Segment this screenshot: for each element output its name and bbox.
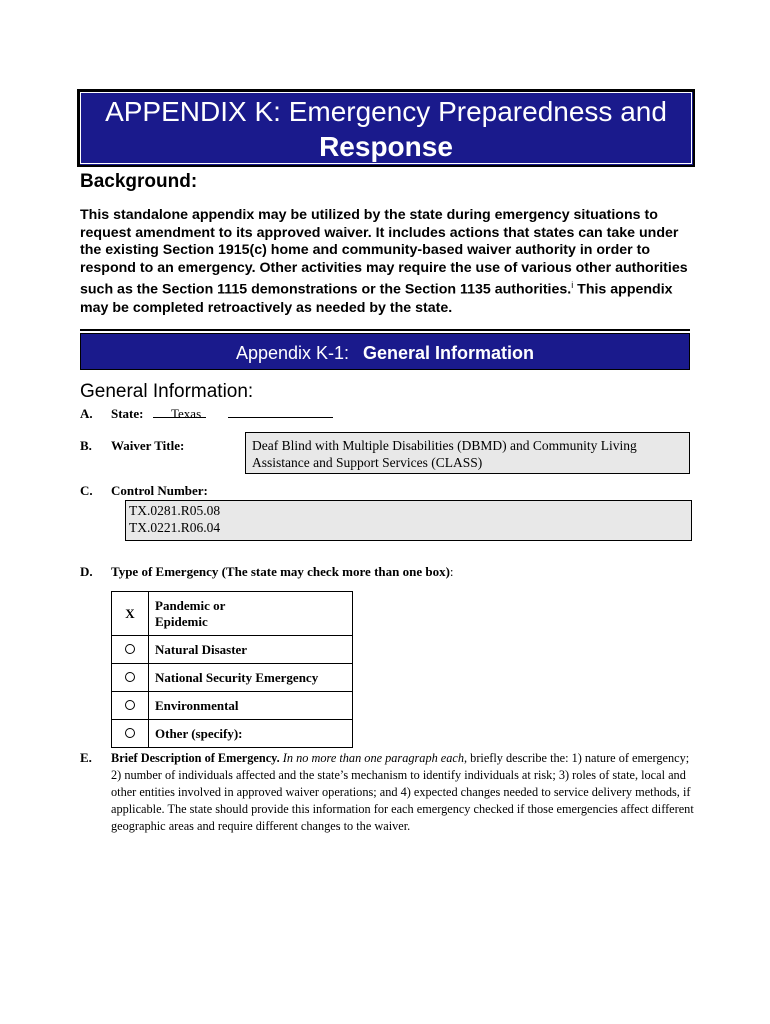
emergency-type-label: Type of Emergency (The state may check more than one box): — [111, 564, 454, 579]
state-field[interactable]: Texas — [171, 406, 202, 421]
emergency-type-table — [111, 591, 353, 748]
item-letter-b: B. — [80, 438, 92, 453]
appendix-title-banner — [77, 89, 695, 167]
other-radio[interactable] — [112, 720, 149, 748]
control-number-field[interactable]: TX.0281.R05.08 TX.0221.R06.04 — [125, 500, 692, 541]
emergency-row-environmental — [112, 692, 353, 720]
general-info-heading: General Information: — [80, 381, 254, 402]
environmental-label: Environmental — [149, 692, 353, 720]
natural-disaster-radio[interactable] — [112, 636, 149, 664]
background-heading: Background: — [80, 171, 198, 192]
control-number-label: Control Number: — [111, 483, 208, 498]
pandemic-label: Pandemic or — [155, 597, 226, 613]
environmental-radio[interactable] — [112, 692, 149, 720]
radio-circle-icon — [125, 700, 135, 710]
appendix-k1-title: General Information — [363, 343, 535, 363]
emergency-row-national-security — [112, 664, 353, 692]
item-letter-d: D. — [80, 564, 93, 579]
background-paragraph: This standalone appendix may be utilized by the state during emergency situations to request amendment to its approved waiver. It includes actions that states can take under the existing Section 1915(c) home and community-based waiver authority in order to respond to an emergency. Other activities may require the use of various other authorities such as the Section 1115 demonstrations or the Section 1135 authorities.$^i$ This appendix may be completed retroactively as needed by the state. — [80, 207, 688, 316]
radio-circle-icon — [125, 672, 135, 682]
appendix-title: APPENDIX K: Emergency Preparedness and Response — [105, 96, 667, 162]
emergency-row-pandemic: X Pandemic or Epidemic — [112, 592, 353, 636]
section-divider — [80, 329, 690, 331]
appendix-k1-label: Appendix K-1: — [235, 343, 350, 363]
waiver-title-label: Waiver Title: — [111, 438, 185, 453]
radio-circle-icon — [125, 728, 135, 738]
other-label: Other (specify): — [149, 720, 353, 748]
emergency-description-instructions: Brief Description of Emergency. In no more than one paragraph each, briefly describe the: 1) nature of emergency; 2) number of individuals affected and the state’s mechanism to identify individuals at risk; 3) roles of state, local and other entities involved in approved waiver operations; and 4) expected changes needed to service delivery methods, if applicable. The state should provide this information for each emergency checked if those emergencies affect different geographic areas and require different changes to the waiver. — [111, 751, 694, 833]
appendix-k1-banner — [80, 333, 690, 370]
pandemic-checkbox[interactable]: X — [112, 592, 149, 636]
footnote-marker[interactable]: i — [571, 280, 574, 291]
waiver-title-field[interactable]: Deaf Blind with Multiple Disabilities (DBMD) and Community Living Assistance and Support Services (CLASS) — [245, 432, 690, 474]
state-label: State: — [111, 406, 144, 421]
item-letter-e: E. — [80, 750, 92, 765]
natural-disaster-label: Natural Disaster — [149, 636, 353, 664]
national-security-label: National Security Emergency — [149, 664, 353, 692]
national-security-radio[interactable] — [112, 664, 149, 692]
emergency-row-natural-disaster — [112, 636, 353, 664]
item-letter-c: C. — [80, 483, 93, 498]
item-letter-a: A. — [80, 406, 93, 421]
radio-circle-icon — [125, 644, 135, 654]
emergency-row-other — [112, 720, 353, 748]
